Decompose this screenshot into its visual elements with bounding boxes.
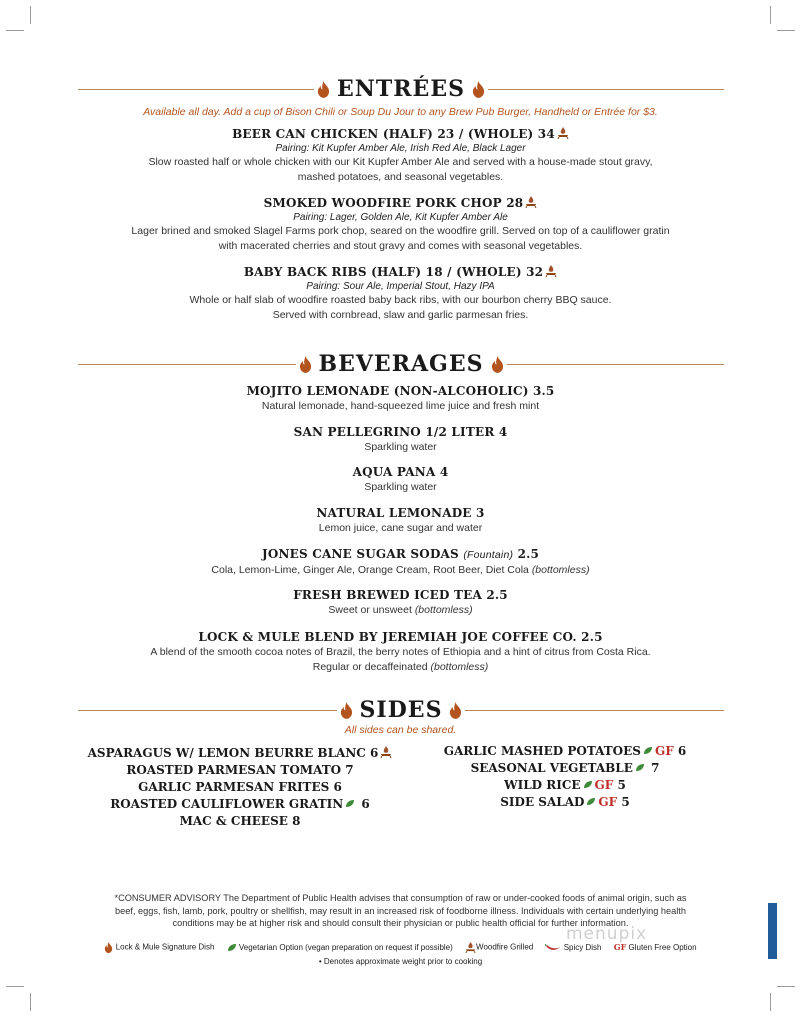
header-rule-left (78, 710, 337, 711)
beverage-item (60, 546, 741, 578)
entree-name: SMOKED WOODFIRE PORK CHOP 28 (263, 196, 524, 210)
crop-mark-top-left-h (6, 30, 24, 31)
side-price: 7 (651, 761, 660, 775)
beverage-description: Sparkling water (364, 481, 437, 493)
flame-icon (472, 81, 485, 98)
entrees-title: ENTRÉES (337, 76, 465, 102)
legend-item-signature (104, 942, 214, 953)
beverage-name: FRESH BREWED ICED TEA 2.5 (293, 588, 508, 602)
vegetarian-leaf-icon (586, 797, 596, 806)
flame-icon (299, 356, 312, 373)
legend-label: Spicy Dish (563, 943, 602, 952)
entree-description-line: Slow roasted half or whole chicken with our Kit Kupfer Amber Ale and served with a house-made stout gravy, (148, 156, 653, 168)
beverage-description: Natural lemonade, hand-squeezed lime juice and fresh mint (261, 400, 540, 412)
beverage-description-note: (bottomless) (414, 604, 473, 616)
sides-right-column (420, 743, 710, 811)
chili-pepper-icon (545, 944, 561, 952)
beverage-name: MOJITO LEMONADE (NON-ALCOHOLIC) 3.5 (246, 384, 555, 398)
flame-icon (340, 702, 353, 719)
side-price: 6 (677, 744, 687, 758)
gluten-free-badge: GF (613, 942, 627, 952)
beverage-item (60, 383, 741, 414)
entrees-header (78, 78, 724, 100)
vegetarian-leaf-icon (583, 780, 593, 789)
crop-mark-bottom-right-v (770, 993, 771, 1011)
flame-icon (104, 942, 113, 953)
weight-note: • Denotes approximate weight prior to cooking (318, 957, 483, 966)
legend-item-woodfire (465, 942, 533, 953)
beverage-description-note: (bottomless) (430, 661, 489, 673)
beverage-name: JONES CANE SUGAR SODAS (261, 547, 459, 561)
advisory-line: *CONSUMER ADVISORY The Department of Public Health advises that consumption of raw or under-cooked foods of animal origin, such as (114, 893, 687, 903)
beverage-description: Cola, Lemon-Lime, Ginger Ale, Orange Cream, Root Beer, Diet Cola (211, 564, 529, 576)
vegetarian-leaf-icon (635, 763, 645, 772)
advisory-line: conditions may be at higher risk and should consult their physician or public health official for further information. (172, 918, 629, 928)
sides-header (78, 699, 724, 721)
woodfire-grill-icon (465, 942, 476, 953)
beverage-item (60, 424, 741, 455)
beverage-item (60, 464, 741, 495)
entree-item-beer-can-chicken (60, 126, 741, 185)
crop-mark-bottom-left-h (6, 986, 24, 987)
header-rule-left (78, 89, 314, 90)
flame-icon (317, 81, 330, 98)
beverage-description: Sparkling water (364, 441, 437, 453)
woodfire-grill-icon (525, 196, 537, 208)
beverage-description: Lemon juice, cane sugar and water (318, 522, 483, 534)
legend (0, 942, 801, 953)
side-price: 6 (361, 797, 370, 811)
entrees-subtitle: Available all day. Add a cup of Bison Chili or Soup Du Jour to any Brew Pub Burger, Handheld or Entrée for $3. (143, 106, 658, 118)
gluten-free-badge: GF (654, 744, 674, 758)
side-item: SEASONAL VEGETABLE (470, 761, 633, 775)
beverage-name-note: (Fountain) (463, 549, 514, 561)
sides-left-column (70, 745, 410, 830)
beverage-item (60, 629, 741, 675)
entree-description-line: Whole or half slab of woodfire roasted baby back ribs, with our bourbon cherry BBQ sauce. (189, 294, 612, 306)
side-item: SIDE SALAD (500, 795, 585, 809)
sides-title: SIDES (359, 697, 443, 723)
flame-icon (491, 356, 504, 373)
side-price: 5 (621, 795, 630, 809)
beverage-description: A blend of the smooth cocoa notes of Brazil, the berry notes of Ethiopia and a hint of citrus from Costa Rica. (150, 646, 651, 658)
header-rule-right (507, 364, 725, 365)
entree-pairing: Pairing: Sour Ale, Imperial Stout, Hazy IPA (306, 281, 495, 292)
beverage-name: AQUA PANA 4 (352, 465, 449, 479)
entree-description-line: Lager brined and smoked Slagel Farms pork chop, seared on the woodfire grill. Served on top of a cauliflower gratin (131, 225, 670, 237)
vegetarian-leaf-icon (345, 799, 355, 808)
beverage-name: LOCK & MULE BLEND BY JEREMIAH JOE COFFEE CO. 2.5 (198, 630, 603, 644)
gluten-free-badge: GF (594, 778, 614, 792)
entree-pairing: Pairing: Kit Kupfer Amber Ale, Irish Red Ale, Black Lager (275, 143, 526, 154)
side-item: GARLIC PARMESAN FRITES 6 (138, 780, 342, 794)
entree-pairing: Pairing: Lager, Golden Ale, Kit Kupfer Amber Ale (293, 212, 508, 223)
beverage-item (60, 505, 741, 536)
beverage-description: Regular or decaffeinated (312, 661, 428, 673)
header-rule-right (465, 710, 724, 711)
beverage-item (60, 587, 741, 618)
watermark: menupix (566, 924, 648, 944)
beverage-price: 2.5 (517, 547, 540, 561)
legend-label: Woodfire Grilled (476, 943, 534, 952)
side-item: ROASTED CAULIFLOWER GRATIN (110, 797, 344, 811)
entree-description-line: with macerated cherries and stout gravy and comes with seasonal vegetables. (218, 240, 583, 252)
sides-subtitle: All sides can be shared. (344, 724, 457, 736)
legend-label: Lock & Mule Signature Dish (115, 943, 215, 952)
beverage-name: NATURAL LEMONADE 3 (316, 506, 485, 520)
side-item: ASPARAGUS W/ LEMON BEURRE BLANC 6 (87, 746, 379, 760)
beverage-description-note: (bottomless) (531, 564, 590, 576)
side-item: GARLIC MASHED POTATOES (443, 744, 641, 758)
entree-description-line: Served with cornbread, slaw and garlic parmesan fries. (272, 309, 529, 321)
entree-item-baby-back-ribs (60, 264, 741, 323)
legend-item-vegetarian (227, 943, 453, 952)
side-item: WILD RICE (504, 778, 581, 792)
vegetarian-leaf-icon (643, 746, 653, 755)
side-item: ROASTED PARMESAN TOMATO 7 (126, 763, 354, 777)
woodfire-grill-icon (545, 265, 557, 277)
entree-item-pork-chop (60, 195, 741, 254)
beverages-title: BEVERAGES (318, 351, 484, 377)
side-item: MAC & CHEESE 8 (179, 814, 301, 828)
flame-icon (449, 702, 462, 719)
beverages-header (78, 353, 724, 375)
beverage-name: SAN PELLEGRINO 1/2 LITER 4 (293, 425, 508, 439)
legend-label: Gluten Free Option (628, 943, 697, 952)
entree-name: BABY BACK RIBS (HALF) 18 / (WHOLE) 32 (243, 265, 544, 279)
legend-item-spicy (545, 943, 601, 952)
vegetarian-leaf-icon (227, 943, 237, 952)
advisory-line: beef, eggs, fish, lamb, pork, poultry or shellfish, may result in an increased risk of foodborne illness. Individuals with certain underlying health (115, 905, 686, 916)
crop-mark-top-right-h (777, 30, 795, 31)
gluten-free-badge: GF (598, 795, 618, 809)
side-price: 5 (617, 778, 626, 792)
crop-mark-top-right-v (770, 6, 771, 24)
entree-name: BEER CAN CHICKEN (HALF) 23 / (WHOLE) 34 (232, 127, 555, 141)
legend-label: Vegetarian Option (vegan preparation on request if possible) (238, 943, 453, 952)
crop-mark-bottom-right-h (777, 986, 795, 987)
beverage-description: Sweet or unsweet (328, 604, 412, 616)
legend-item-gluten-free (614, 942, 697, 952)
header-rule-right (488, 89, 724, 90)
woodfire-grill-icon (557, 127, 569, 139)
entree-description-line: mashed potatoes, and seasonal vegetables. (297, 171, 504, 183)
header-rule-left (78, 364, 296, 365)
crop-mark-bottom-left-v (30, 993, 31, 1011)
crop-mark-top-left-v (30, 6, 31, 24)
woodfire-grill-icon (380, 746, 392, 758)
